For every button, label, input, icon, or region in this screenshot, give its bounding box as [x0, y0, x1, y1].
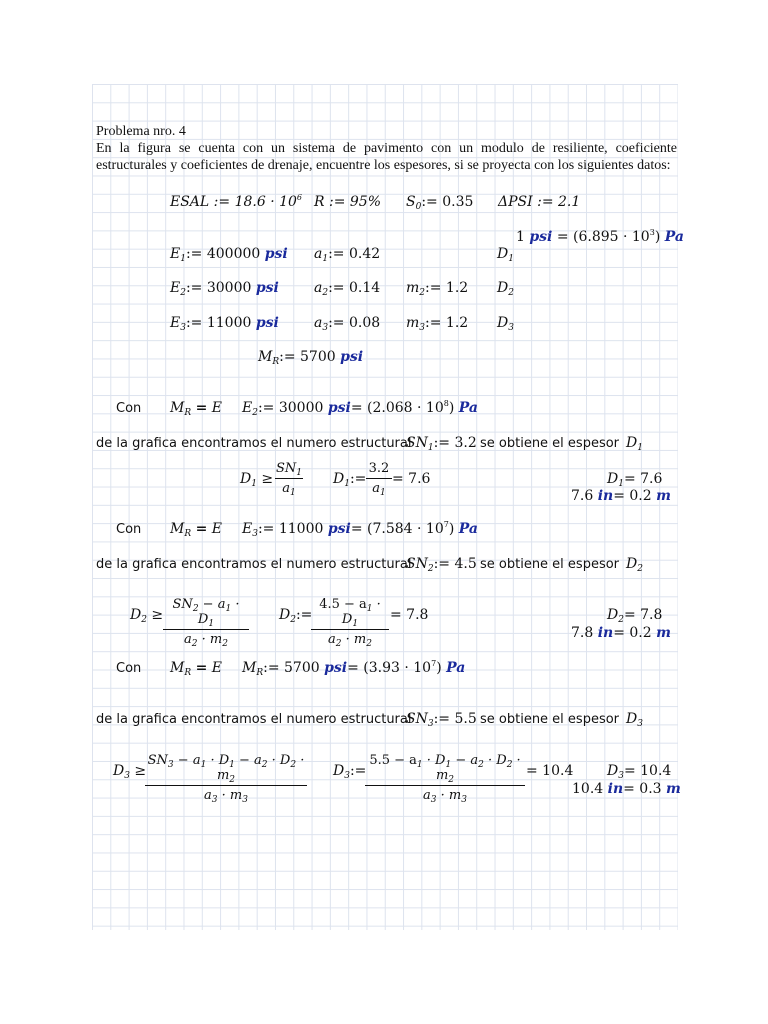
d1-result: $D_1= 7.6$	[607, 471, 663, 489]
grafica-text-2: de la grafica encontramos el numero estructural	[96, 557, 412, 572]
m2-def: $m_2:= 1.2$	[406, 280, 469, 298]
d1-calc-result: = 7.6	[392, 471, 431, 487]
d3-conversion: 10.4 in= 0.3 m	[572, 781, 681, 797]
d3-target: $D_3$	[626, 711, 643, 729]
a3-def: $a_3:= 0.08$	[314, 315, 381, 333]
d2-ineq-frac: $\frac{SN_2 - a_1 \cdot D_1}{a_2 \cdot m_2}$	[163, 597, 249, 647]
d1-target: $D_1$	[626, 435, 643, 453]
d2-ineq-lhs: $D_2$ ≥	[130, 607, 164, 625]
sn2-def: $SN_2:= 4.5$	[406, 556, 477, 574]
d2-result: $D_2= 7.8$	[607, 607, 663, 625]
e3-pa-conversion: $E_3:= 11000$ $psi= (7.584 \cdot 10^7)$ Pa	[242, 520, 478, 539]
e2-def: $E_2:= 30000$ psi	[170, 280, 279, 298]
d2-target: $D_2$	[626, 556, 643, 574]
mr-equals-e-2: $M_R = E$	[170, 521, 222, 539]
d3-calc-frac: $\frac{5.5 - a_1 \cdot D_1 - a_2 \cdot D_2 \cdot m_2}{a_3 \cdot m_3}$	[365, 753, 525, 803]
mr-equals-e-3: $M_R = E$	[170, 660, 222, 678]
r-def: R := 95%	[314, 194, 382, 210]
s0-def: $S_0:= 0.35$	[406, 194, 474, 212]
esal-def: ESAL := $18.6 \cdot 10^6$	[170, 193, 302, 210]
d3-calc-lhs: $D_3:=$	[333, 763, 367, 781]
d2-label: $D_2$	[497, 280, 514, 298]
d2-calc-result: = 7.8	[390, 607, 429, 623]
problem-title: Problema nro. 4	[96, 124, 186, 139]
e3-def: $E_3:= 11000$ psi	[170, 315, 279, 333]
d1-calc-lhs: $D_1:=$	[333, 471, 367, 489]
e1-def: $E_1:= 400000$ psi	[170, 246, 288, 264]
a1-def: $a_1:= 0.42$	[314, 246, 381, 264]
d3-calc-result: = 10.4	[526, 763, 574, 779]
obtiene-text-1: se obtiene el espesor	[480, 436, 620, 451]
d2-calc-lhs: $D_2:=$	[279, 607, 313, 625]
con-label-1: Con	[116, 401, 142, 416]
grafica-text-1: de la grafica encontramos el numero estructural	[96, 436, 412, 451]
d3-label: $D_3$	[497, 315, 514, 333]
con-label-3: Con	[116, 661, 142, 676]
d1-conversion: 7.6 in= 0.2 m	[571, 488, 671, 504]
psi-conversion: 1 psi = $(6.895 \cdot 10^3)$ Pa	[516, 228, 684, 245]
obtiene-text-3: se obtiene el espesor	[480, 712, 620, 727]
d1-calc-frac: $\frac{3.2}{a_1}$	[366, 461, 392, 496]
grafica-text-3: de la grafica encontramos el numero estructural	[96, 712, 412, 727]
a2-def: $a_2:= 0.14$	[314, 280, 381, 298]
d1-ineq-frac: $\frac{SN_1}{a_1}$	[275, 461, 302, 498]
grid-paper	[92, 84, 678, 930]
dpsi-def: ΔPSI := 2.1	[498, 194, 581, 210]
d2-calc-frac: $\frac{4.5 - a_1 \cdot D_1}{a_2 \cdot m_2}$	[311, 597, 389, 647]
mr-equals-e-1: $M_R = E$	[170, 400, 222, 418]
problem-statement: En la figura se cuenta con un sistema de pavimento con un modulo de resiliente, coeficiente estructurales y coeficientes de drenaje, encuentre los espesores, si se proyecta con los siguientes datos:	[96, 141, 677, 173]
mr-def: $M_R:= 5700$ psi	[258, 349, 364, 367]
d1-label: $D_1$	[497, 246, 514, 264]
d3-result: $D_3= 10.4$	[607, 763, 672, 781]
obtiene-text-2: se obtiene el espesor	[480, 557, 620, 572]
d1-ineq-lhs: $D_1$ ≥	[240, 471, 274, 489]
d2-conversion: 7.8 in= 0.2 m	[571, 625, 671, 641]
mr-pa-conversion: $M_R:= 5700$ $psi= (3.93 \cdot 10^7)$ Pa	[242, 659, 466, 678]
con-label-2: Con	[116, 522, 142, 537]
sn3-def: $SN_3:= 5.5$	[406, 711, 477, 729]
m3-def: $m_3:= 1.2$	[406, 315, 469, 333]
d3-ineq-lhs: $D_3$ ≥	[113, 763, 147, 781]
d3-ineq-frac: $\frac{SN_3 - a_1 \cdot D_1 - a_2 \cdot D_2 \cdot m_2}{a_3 \cdot m_3}$	[145, 753, 307, 803]
e2-pa-conversion: $E_2:= 30000$ $psi= (2.068 \cdot 10^8)$ Pa	[242, 399, 478, 418]
sn1-def: $SN_1:= 3.2$	[406, 435, 477, 453]
